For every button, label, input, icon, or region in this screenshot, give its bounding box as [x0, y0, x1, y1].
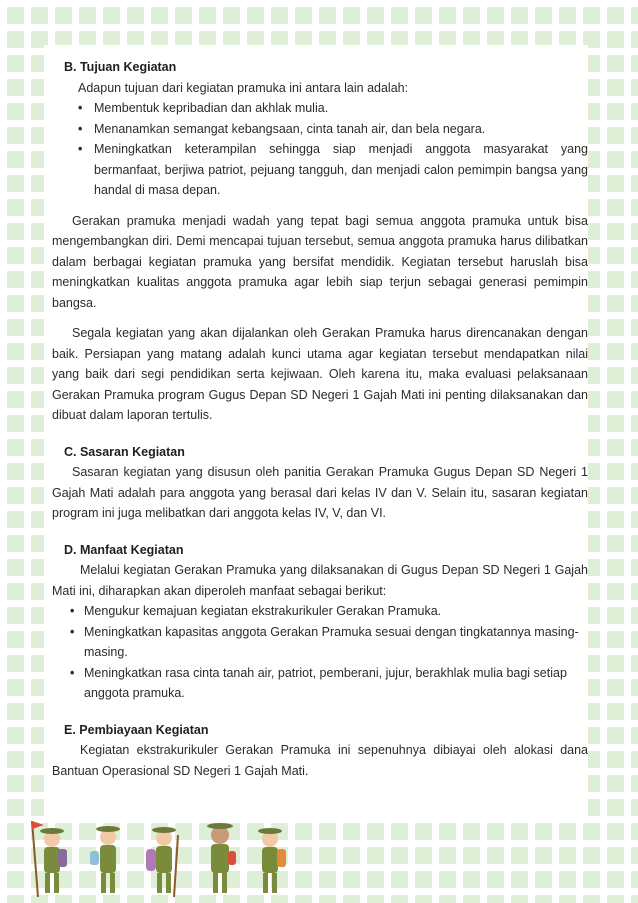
list-item [64, 98, 588, 119]
bullet-icon: • [78, 101, 83, 115]
list-item-text: Mengukur kemajuan kegiatan ekstrakurikuler Gerakan Pramuka. [84, 604, 442, 618]
bullet-icon: • [70, 665, 75, 680]
scout-figure-2 [90, 826, 120, 893]
section-b-intro: Adapun tujuan dari kegiatan pramuka ini antara lain adalah: [78, 80, 409, 95]
section-d-title: D. Manfaat Kegiatan [64, 542, 184, 557]
section-d-list [64, 601, 588, 704]
scouts-marching-illustration [18, 811, 298, 899]
section-b-paragraph-2: Segala kegiatan yang akan dijalankan oleh Gerakan Pramuka harus direncanakan dengan baik. Persiapan yang matang adalah kunci utama agar kegiatan tersebut mendapatkan nilai yang baik dari segi pendidikan serta kejiwaan. Oleh karena itu, maka evaluasi pelaksanaan Gerakan Pramuka program Gugus Depan SD Negeri 1 Gajah Mati ini penting dilaksanakan dan dibuat dalam laporan tertulis. [52, 326, 588, 422]
scout-figure-1 [32, 821, 67, 897]
list-item-text: Membentuk kepribadian dan akhlak mulia. [94, 101, 329, 115]
bullet-icon: • [70, 624, 75, 639]
section-c-title: C. Sasaran Kegiatan [64, 444, 185, 459]
list-item-text: Meningkatkan keterampilan sehingga siap menjadi anggota masyarakat yang bermanfaat, berjiwa patriot, pejuang tangguh, dan menjadi calon pemimpin bangsa yang handal di masa depan. [94, 142, 588, 197]
list-item-text: Meningkatkan kapasitas anggota Gerakan Pramuka sesuai dengan tingkatannya masing-masing. [84, 624, 579, 659]
section-b-paragraph-1: Gerakan pramuka menjadi wadah yang tepat bagi semua anggota pramuka untuk bisa mengembangkan diri. Demi mencapai tujuan tersebut, semua anggota pramuka harus dilibatkan dalam berbagai kegiatan pramuka yang bersifat mendidik. Kegiatan tersebut haruslah bisa meningkatkan kualitas anggota pramuka agar lebih siap terjun sebagai generasi pemimpin bangsa. [52, 213, 588, 310]
section-b-title: B. Tujuan Kegiatan [64, 60, 177, 74]
list-item [64, 601, 588, 622]
section-d-intro: Melalui kegiatan Gerakan Pramuka yang dilaksanakan di Gugus Depan SD Negeri 1 Gajah Mati ini, diharapkan akan diperoleh manfaat sebagai berikut: [52, 563, 588, 598]
list-item [64, 119, 588, 140]
list-item [64, 622, 588, 663]
document-body [52, 57, 588, 778]
list-item-text: Meningkatkan rasa cinta tanah air, patriot, pemberani, jujur, berakhlak mulia bagi setiap anggota pramuka. [84, 665, 567, 700]
bullet-icon: • [70, 604, 75, 618]
bullet-icon: • [78, 121, 83, 136]
section-b-list [64, 98, 588, 201]
list-item-text: Menanamkan semangat kebangsaan, cinta tanah air, dan bela negara. [94, 121, 486, 136]
list-item [64, 139, 588, 201]
scout-figure-3 [146, 827, 178, 897]
scout-figure-4 [207, 823, 236, 893]
section-e-paragraph: Kegiatan ekstrakurikuler Gerakan Pramuka ini sepenuhnya dibiayai oleh alokasi dana Bantuan Operasional SD Negeri 1 Gajah Mati. [52, 743, 588, 778]
list-item [64, 663, 588, 704]
section-c-paragraph: Sasaran kegiatan yang disusun oleh panitia Gerakan Pramuka Gugus Depan SD Negeri 1 Gajah Mati adalah para anggota yang berasal dari kelas IV dan V. Selain itu, sasaran kegiatan program ini juga melibatkan dari anggota kelas IV, V, dan VI. [52, 465, 588, 520]
scout-figure-5 [258, 828, 286, 893]
section-e-title: E. Pembiayaan Kegiatan [64, 722, 209, 737]
bullet-icon: • [78, 142, 83, 156]
